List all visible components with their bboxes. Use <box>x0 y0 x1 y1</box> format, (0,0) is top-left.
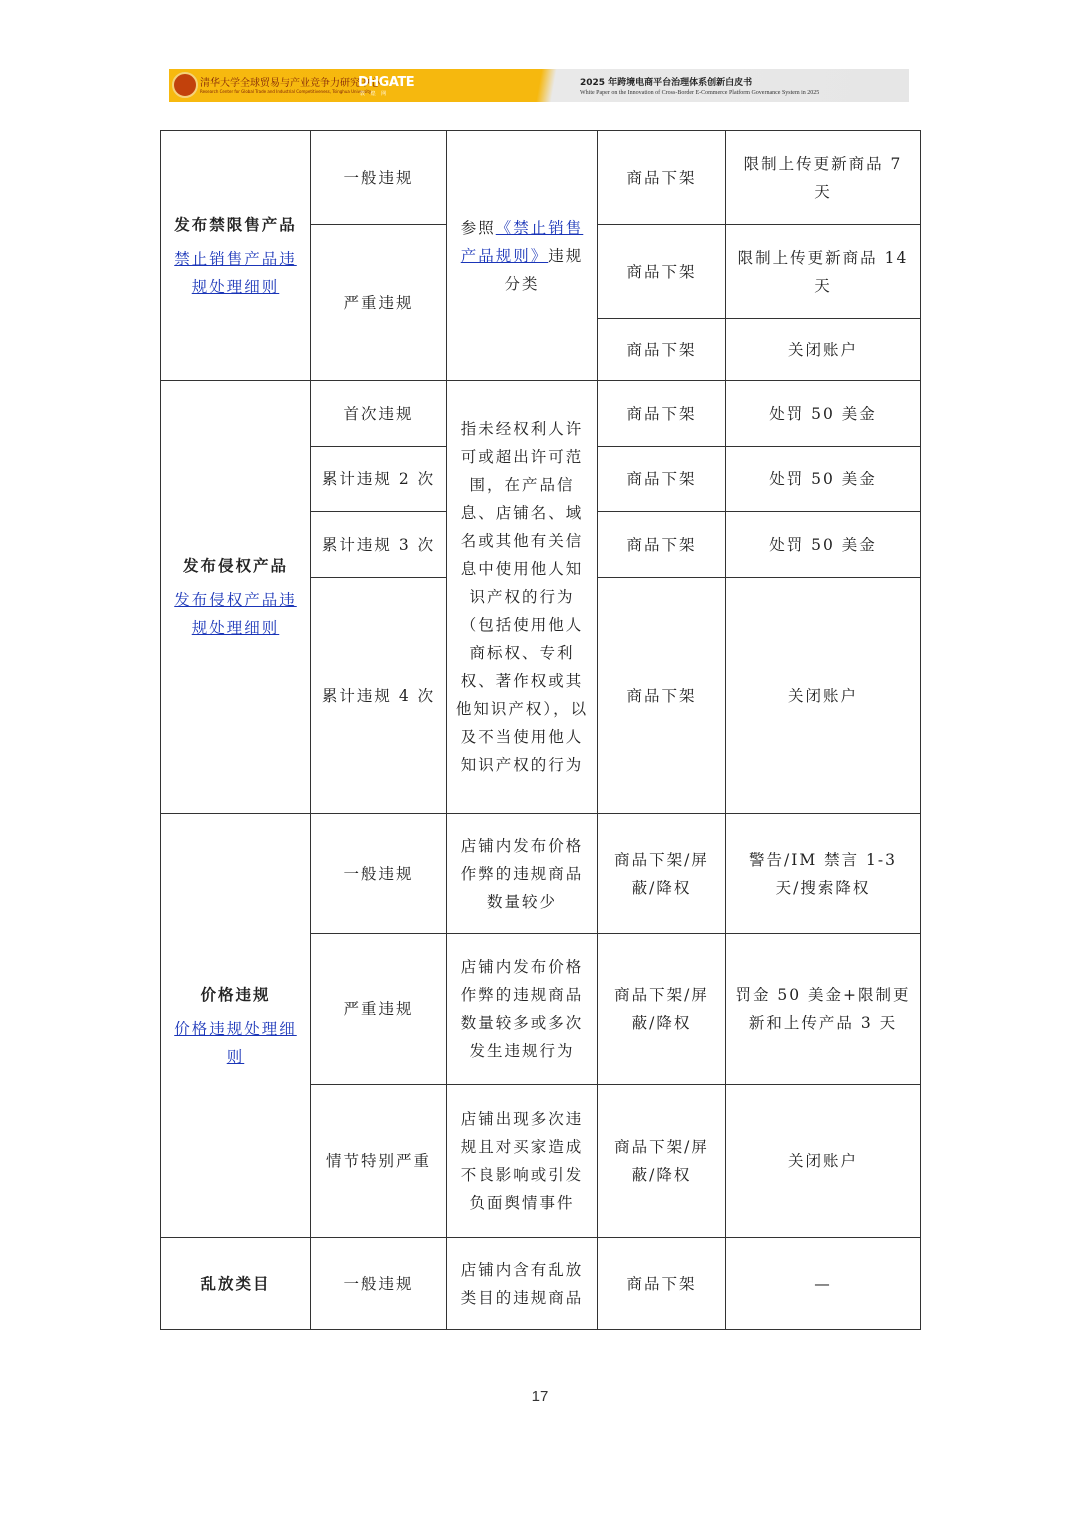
action-cell: 商品下架 <box>598 512 726 578</box>
penalty-cell: 关闭账户 <box>726 578 921 814</box>
table-row <box>161 1238 921 1330</box>
action-cell: 商品下架 <box>598 578 726 814</box>
penalty-cell: 处罚 50 美金 <box>726 512 921 578</box>
category-cell <box>161 814 311 1238</box>
tsinghua-seal-logo <box>172 72 198 98</box>
violation-level: 累计违规 2 次 <box>311 447 447 512</box>
violation-level: 一般违规 <box>311 131 447 225</box>
action-cell: 商品下架 <box>598 319 726 381</box>
table-row <box>161 131 921 225</box>
penalty-cell: 关闭账户 <box>726 1085 921 1238</box>
description-prefix: 参照 <box>460 218 496 237</box>
violation-description: 店铺内发布价格作弊的违规商品数量较少 <box>447 814 598 934</box>
violation-level: 累计违规 3 次 <box>311 512 447 578</box>
dhgate-logo: DHGATE <box>358 75 415 90</box>
action-cell: 商品下架 <box>598 131 726 225</box>
penalty-cell: 关闭账户 <box>726 319 921 381</box>
action-cell: 商品下架/屏蔽/降权 <box>598 1085 726 1238</box>
category-name: 价格违规 <box>200 984 271 1004</box>
violation-description: 店铺内含有乱放类目的违规商品 <box>447 1238 598 1330</box>
violation-description: 店铺内发布价格作弊的违规商品数量较多或多次发生违规行为 <box>447 934 598 1085</box>
table-row <box>161 381 921 447</box>
violation-description: 指未经权利人许可或超出许可范围，在产品信息、店铺名、域名或其他有关信息中使用他人知识产权的行为（包括使用他人商标权、专利权、著作权或其他知识产权），以及不当使用他人知识产权的行为 <box>447 381 598 814</box>
category-cell <box>161 1238 311 1330</box>
violation-level: 情节特别严重 <box>311 1085 447 1238</box>
category-name: 发布侵权产品 <box>182 556 288 575</box>
action-cell: 商品下架 <box>598 225 726 319</box>
page-number: 17 <box>531 1388 549 1405</box>
logo-text: 清华大学全球贸易与产业竞争力研究中心 <box>200 78 380 89</box>
penalty-cell: 警告/IM 禁言 1-3 天/搜索降权 <box>726 814 921 934</box>
violation-level: 累计违规 4 次 <box>311 578 447 814</box>
violation-description <box>447 131 598 381</box>
violation-level: 严重违规 <box>311 934 447 1085</box>
action-cell: 商品下架 <box>598 1238 726 1330</box>
rule-link[interactable]: 禁止销售产品违规处理细则 <box>174 249 297 296</box>
category-cell <box>161 131 311 381</box>
action-cell: 商品下架/屏蔽/降权 <box>598 814 726 934</box>
violation-level: 严重违规 <box>311 225 447 381</box>
description-suffix: 违规分类 <box>504 246 584 293</box>
document-subtitle: White Paper on the Innovation of Cross-Border E-Commerce Platform Governance System in 2025 <box>580 90 820 96</box>
dhgate-logo-sub: 敦 煌 网 <box>360 91 389 97</box>
rule-link[interactable]: 价格违规处理细则 <box>174 1019 297 1066</box>
penalty-cell: 限制上传更新商品 14 天 <box>726 225 921 319</box>
document-title: 2025 年跨境电商平台治理体系创新白皮书 <box>580 78 753 88</box>
penalty-cell: 处罚 50 美金 <box>726 381 921 447</box>
category-name: 发布禁限售产品 <box>174 214 297 234</box>
violation-level: 一般违规 <box>311 1238 447 1330</box>
penalty-cell: 限制上传更新商品 7 天 <box>726 131 921 225</box>
penalty-cell: — <box>726 1238 921 1330</box>
category-name: 乱放类目 <box>200 1273 271 1293</box>
penalty-cell: 处罚 50 美金 <box>726 447 921 512</box>
penalty-cell: 罚金 50 美金+限制更新和上传产品 3 天 <box>726 934 921 1085</box>
rule-link[interactable]: 发布侵权产品违规处理细则 <box>174 591 297 637</box>
action-cell: 商品下架 <box>598 447 726 512</box>
logo-subtext: Research Center for Global Trade and Industrial Competitiveness, Tsinghua University <box>200 89 372 94</box>
action-cell: 商品下架/屏蔽/降权 <box>598 934 726 1085</box>
table-row <box>161 814 921 934</box>
violation-table <box>160 130 921 1330</box>
violation-level: 一般违规 <box>311 814 447 934</box>
action-cell: 商品下架 <box>598 381 726 447</box>
violation-description: 店铺出现多次违规且对买家造成不良影响或引发负面舆情事件 <box>447 1085 598 1238</box>
rule-link[interactable]: 《禁止销售产品规则》 <box>460 218 584 265</box>
violation-level: 首次违规 <box>311 381 447 447</box>
category-cell <box>161 381 311 814</box>
